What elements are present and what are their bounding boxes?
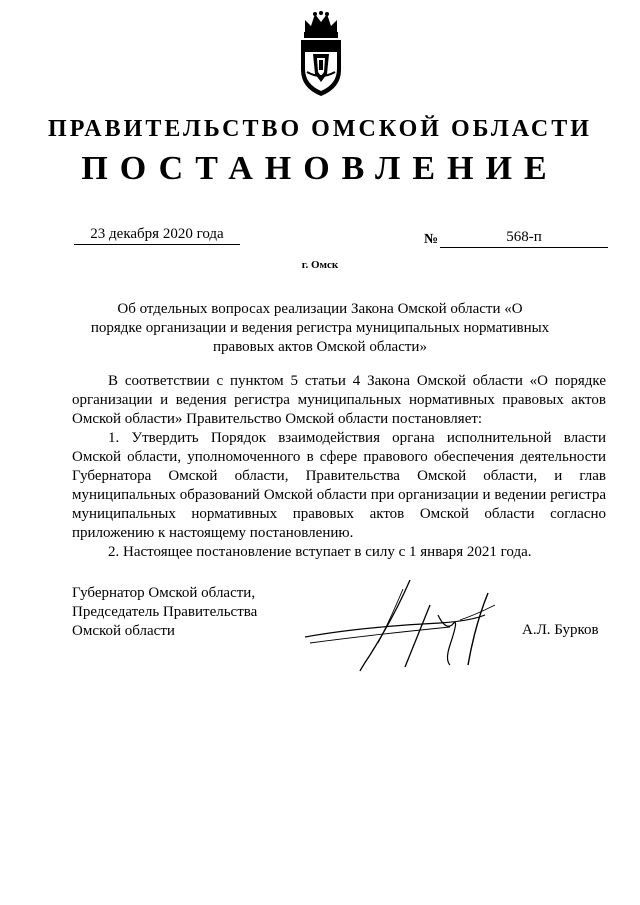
signer-position-line-3: Омской области bbox=[72, 623, 175, 639]
organization-title: ПРАВИТЕЛЬСТВО ОМСКОЙ ОБЛАСТИ bbox=[48, 116, 592, 142]
signer-position-line-2: Председатель Правительства bbox=[72, 604, 258, 620]
document-date: 23 декабря 2020 года bbox=[74, 226, 240, 245]
document-type-title: ПОСТАНОВЛЕНИЕ bbox=[81, 150, 559, 187]
body-intro-paragraph: В соответствии с пунктом 5 статьи 4 Закона Омской области «О порядке организации и ведения регистра муниципальных нормативных правовых актов Омской области» Правительство Омской области постановляет: bbox=[72, 373, 606, 427]
document-body bbox=[72, 372, 606, 562]
signer-position-line-1: Губернатор Омской области, bbox=[72, 585, 256, 601]
body-item-1: 1. Утвердить Порядок взаимодействия органа исполнительной власти Омской области, уполномоченного в сфере правового обеспечения деятельности Губернатора Омской области, Правительства Омской области, и глав муниципальных образований Омской области при организации и ведении регистра муниципальных нормативных правовых актов Омской области согласно приложению к настоящему постановлению. bbox=[72, 430, 606, 541]
signer-position bbox=[72, 584, 312, 641]
document-city: г. Омск bbox=[301, 259, 339, 271]
signer-name: А.Л. Бурков bbox=[522, 622, 599, 638]
body-item-2: 2. Настоящее постановление вступает в силу с 1 января 2021 года. bbox=[108, 544, 532, 560]
document-number: 568-п bbox=[440, 229, 608, 248]
coat-of-arms-icon bbox=[295, 10, 347, 98]
document-subject: Об отдельных вопросах реализации Закона Омской области «О порядке организации и ведения регистра муниципальных нормативных правовых актов Омской области» bbox=[90, 301, 550, 355]
handwritten-signature-icon bbox=[300, 575, 505, 675]
number-sign: № bbox=[424, 232, 439, 247]
